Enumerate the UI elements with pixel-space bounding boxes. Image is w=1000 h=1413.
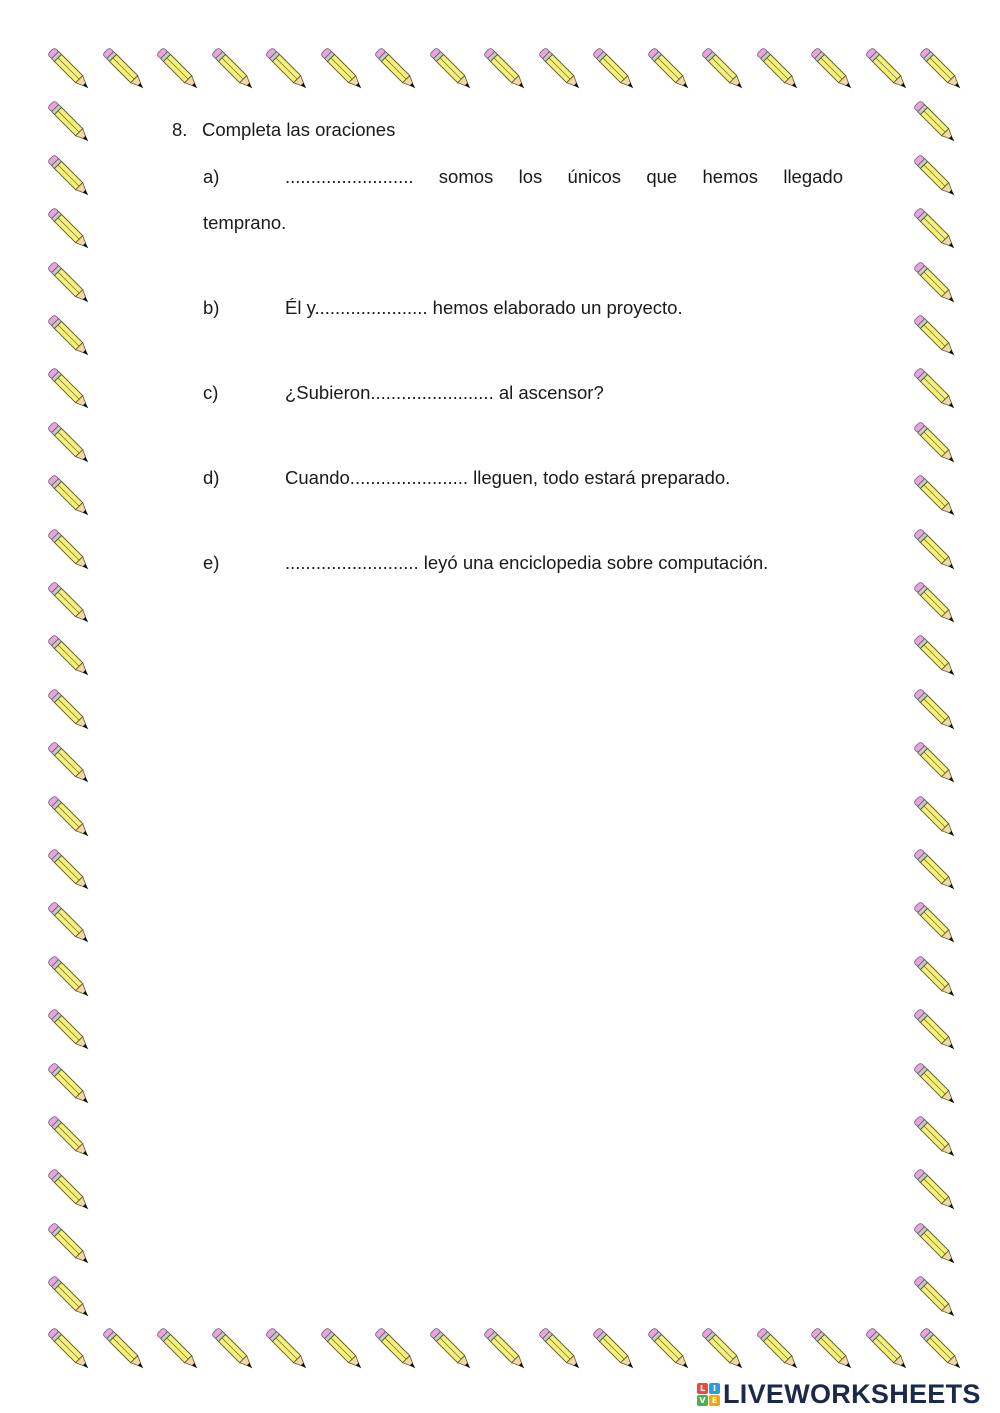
pencil-icon — [40, 948, 100, 1008]
sentence-word: somos — [438, 166, 494, 187]
pencil-icon — [40, 681, 100, 741]
pencil-icon — [906, 360, 966, 420]
pencil-icon — [906, 93, 966, 153]
pencil-icon — [40, 1055, 100, 1115]
pencil-icon — [258, 40, 318, 100]
sentence-word: únicos — [567, 166, 622, 187]
pencil-icon — [906, 521, 966, 581]
exercise-number: 8. — [172, 119, 188, 140]
pencil-icon — [906, 307, 966, 367]
pencil-icon — [40, 40, 100, 100]
sentence-text[interactable]: .......................... leyó una enciclopedia sobre computación. — [285, 552, 769, 573]
pencil-icon — [912, 1320, 972, 1380]
pencil-icon — [906, 1055, 966, 1115]
answer-blank[interactable]: ......................... — [285, 166, 414, 187]
pencil-icon — [906, 1161, 966, 1221]
pencil-icon — [476, 1320, 536, 1380]
sentence-text[interactable]: Él y...................... hemos elaborado un proyecto. — [285, 297, 683, 318]
sentence-line — [285, 166, 843, 188]
sentence-word: los — [518, 166, 543, 187]
pencil-icon — [40, 1320, 100, 1380]
pencil-icon — [40, 360, 100, 420]
pencil-icon — [906, 681, 966, 741]
pencil-icon — [40, 894, 100, 954]
logo-letter: L — [697, 1383, 708, 1394]
pencil-icon — [40, 1001, 100, 1061]
sentence-text[interactable]: ¿Subieron........................ al ascensor? — [285, 382, 604, 403]
pencil-icon — [40, 574, 100, 634]
sentence-continuation: temprano. — [203, 212, 287, 233]
pencil-icon — [422, 40, 482, 100]
pencil-icon — [858, 40, 918, 100]
pencil-icon — [367, 1320, 427, 1380]
pencil-icon — [858, 1320, 918, 1380]
pencil-icon — [40, 414, 100, 474]
pencil-icon — [95, 40, 155, 100]
sentence-word: llegado — [783, 166, 843, 187]
pencil-icon — [585, 1320, 645, 1380]
pencil-icon — [906, 627, 966, 687]
pencil-icon — [906, 1108, 966, 1168]
pencil-icon — [204, 1320, 264, 1380]
pencil-icon — [640, 40, 700, 100]
logo-letter: V — [697, 1395, 708, 1406]
pencil-icon — [749, 40, 809, 100]
pencil-icon — [906, 200, 966, 260]
pencil-icon — [906, 147, 966, 207]
item-letter: c) — [203, 382, 219, 403]
pencil-icon — [906, 948, 966, 1008]
pencil-icon — [694, 1320, 754, 1380]
logo-letter: I — [709, 1383, 720, 1394]
pencil-icon — [40, 93, 100, 153]
pencil-icon — [149, 1320, 209, 1380]
pencil-icon — [40, 307, 100, 367]
pencil-icon — [906, 894, 966, 954]
pencil-icon — [640, 1320, 700, 1380]
pencil-icon — [40, 200, 100, 260]
pencil-icon — [313, 1320, 373, 1380]
pencil-icon — [749, 1320, 809, 1380]
pencil-icon — [40, 734, 100, 794]
pencil-icon — [258, 1320, 318, 1380]
brand-name: LIVEWORKSHEETS — [723, 1378, 981, 1409]
pencil-icon — [40, 1268, 100, 1328]
pencil-icon — [906, 1215, 966, 1275]
pencil-icon — [40, 254, 100, 314]
pencil-icon — [313, 40, 373, 100]
pencil-icon — [40, 627, 100, 687]
sentence-text[interactable]: Cuando....................... lleguen, todo estará preparado. — [285, 467, 731, 488]
pencil-icon — [422, 1320, 482, 1380]
pencil-icon — [803, 1320, 863, 1380]
pencil-icon — [40, 1215, 100, 1275]
pencil-icon — [367, 40, 427, 100]
pencil-icon — [531, 1320, 591, 1380]
exercise-heading — [172, 119, 395, 141]
pencil-icon — [906, 467, 966, 527]
item-letter: e) — [203, 552, 220, 573]
pencil-icon — [95, 1320, 155, 1380]
item-letter: d) — [203, 467, 220, 488]
brand-logo-icon — [697, 1383, 720, 1406]
pencil-icon — [585, 40, 645, 100]
pencil-icon — [40, 467, 100, 527]
pencil-icon — [906, 574, 966, 634]
pencil-icon — [40, 521, 100, 581]
pencil-icon — [906, 1001, 966, 1061]
pencil-icon — [906, 414, 966, 474]
sentence-word: hemos — [702, 166, 759, 187]
pencil-icon — [531, 40, 591, 100]
pencil-icon — [204, 40, 264, 100]
pencil-icon — [906, 841, 966, 901]
pencil-icon — [906, 254, 966, 314]
pencil-icon — [906, 734, 966, 794]
liveworksheets-brand — [697, 1379, 981, 1409]
pencil-icon — [906, 788, 966, 848]
pencil-icon — [40, 1108, 100, 1168]
pencil-icon — [803, 40, 863, 100]
logo-letter: E — [709, 1395, 720, 1406]
pencil-icon — [40, 1161, 100, 1221]
pencil-icon — [40, 841, 100, 901]
pencil-icon — [906, 1268, 966, 1328]
item-letter: b) — [203, 297, 220, 318]
exercise-title: Completa las oraciones — [202, 119, 396, 140]
pencil-icon — [476, 40, 536, 100]
pencil-icon — [912, 40, 972, 100]
pencil-icon — [40, 788, 100, 848]
pencil-icon — [694, 40, 754, 100]
item-letter: a) — [203, 166, 220, 187]
sentence-word: que — [646, 166, 678, 187]
pencil-icon — [40, 147, 100, 207]
pencil-icon — [149, 40, 209, 100]
